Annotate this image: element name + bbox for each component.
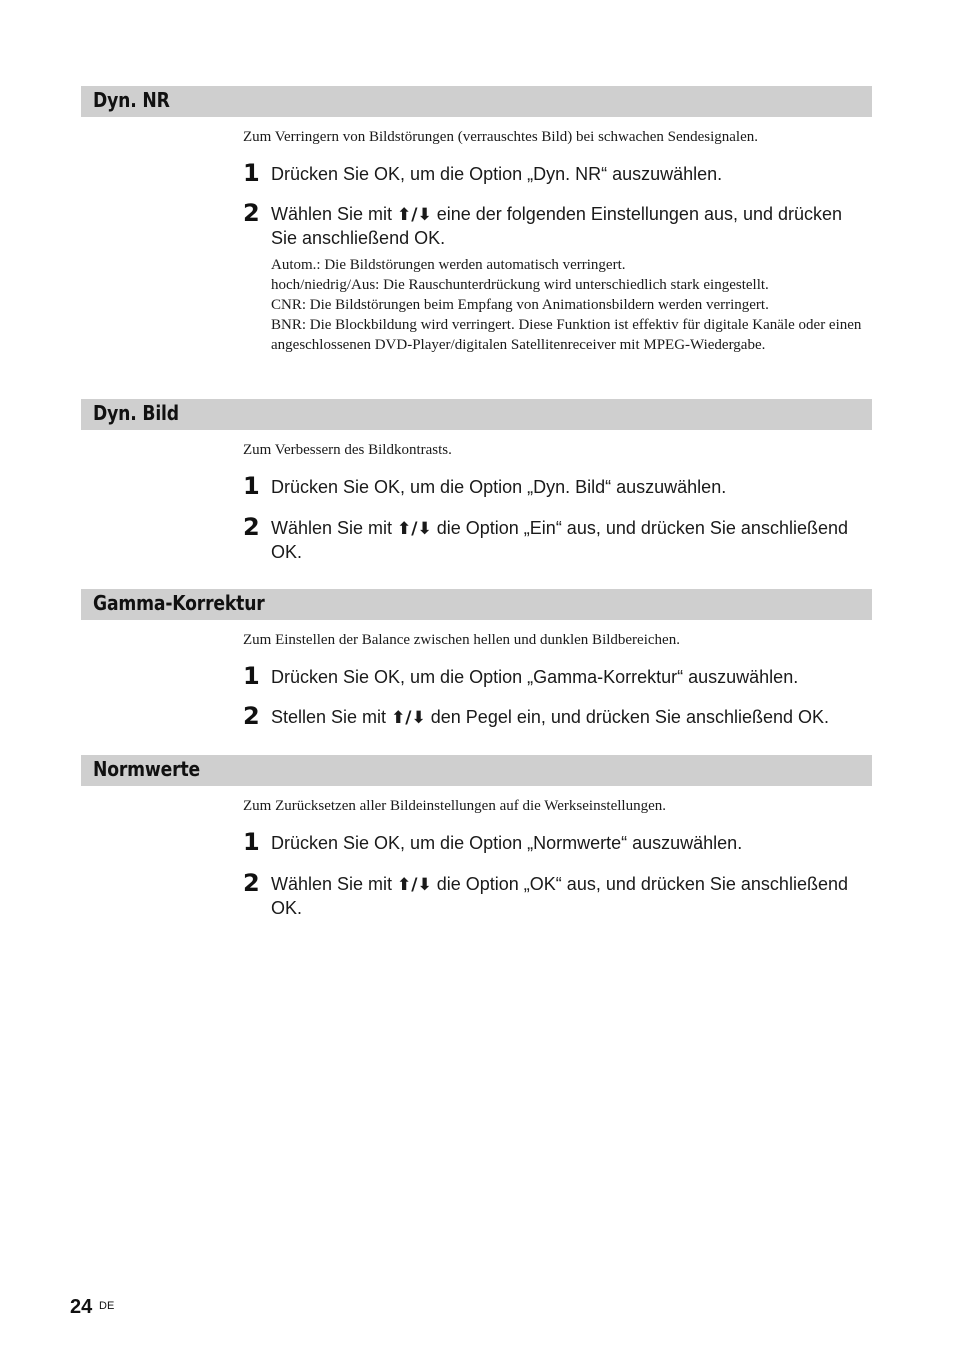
section-header-normwerte (81, 755, 872, 786)
step-text-part: Wählen Sie mit (271, 518, 398, 538)
step-number: 2 (243, 513, 260, 541)
step-text-part: Drücken Sie OK, um die Option „Normwerte“ auszuwählen. (271, 833, 743, 853)
option-detail-autom: Autom.: Die Bildstörungen werden automatisch verringert. (271, 257, 626, 273)
section-header-dyn-nr (81, 86, 872, 117)
step-text-part: Drücken Sie OK, um die Option „Gamma-Korrektur“ auszuwählen. (271, 667, 799, 687)
step-text-part: Stellen Sie mit (271, 707, 392, 727)
up-down-arrow-icon: ⬆/⬇ (397, 519, 432, 539)
option-detail-cnr: CNR: Die Bildstörungen beim Empfang von Animationsbildern werden verringert. (271, 297, 769, 313)
step-text-part: Drücken Sie OK, um die Option „Dyn. NR“ auszuwählen. (271, 164, 723, 184)
step-text (271, 163, 871, 186)
step-number: 1 (243, 159, 260, 187)
step-text (271, 203, 871, 250)
step-number: 1 (243, 472, 260, 500)
step-text-part: Wählen Sie mit (271, 204, 398, 224)
up-down-arrow-icon: ⬆/⬇ (397, 205, 432, 225)
section-title: Gamma-Korrektur (93, 591, 265, 615)
step-text-part: Drücken Sie OK, um die Option „Dyn. Bild“ auszuwählen. (271, 477, 727, 497)
step-text-part: Wählen Sie mit (271, 874, 398, 894)
step-number: 2 (243, 702, 260, 730)
page-language: DE (99, 1300, 115, 1312)
step-number: 1 (243, 828, 260, 856)
step-text (271, 476, 871, 499)
step-text-part: die Option „OK“ aus, und drücken Sie anschließend OK. (271, 874, 848, 918)
up-down-arrow-icon: ⬆/⬇ (397, 875, 432, 895)
step-text (271, 706, 871, 730)
option-detail-bnr: BNR: Die Blockbildung wird verringert. Diese Funktion ist effektiv für digitale Kanäle oder einen angeschlossenen DVD-Player/digitalen Satellitenreceiver mit MPEG-Wiedergabe. (271, 317, 862, 353)
page-number: 24 (70, 1296, 93, 1318)
section-intro: Zum Einstellen der Balance zwischen hellen und dunklen Bildbereichen. (243, 632, 680, 648)
option-detail-hoch-niedrig-aus: hoch/niedrig/Aus: Die Rauschunterdrückung wird unterschiedlich stark eingestellt. (271, 277, 769, 293)
step-text (271, 873, 871, 920)
section-title: Dyn. Bild (93, 401, 179, 425)
section-title: Normwerte (93, 757, 201, 781)
section-intro: Zum Verbessern des Bildkontrasts. (243, 442, 452, 458)
section-intro: Zum Verringern von Bildstörungen (verrauschtes Bild) bei schwachen Sendesignalen. (243, 129, 759, 145)
step-text-part: die Option „Ein“ aus, und drücken Sie anschließend OK. (271, 518, 848, 562)
step-number: 1 (243, 662, 260, 690)
step-number: 2 (243, 869, 260, 897)
step-text-part: eine der folgenden Einstellungen aus, und drücken Sie anschließend OK. (271, 204, 843, 248)
section-header-dyn-bild (81, 399, 872, 430)
option-details (271, 255, 873, 355)
section-header-gamma-korrektur (81, 589, 872, 620)
step-number: 2 (243, 199, 260, 227)
section-intro: Zum Zurücksetzen aller Bildeinstellungen auf die Werkseinstellungen. (243, 798, 666, 814)
step-text-part: den Pegel ein, und drücken Sie anschließend OK. (425, 707, 830, 727)
step-text (271, 517, 871, 564)
step-text (271, 666, 871, 689)
step-text (271, 832, 871, 855)
up-down-arrow-icon: ⬆/⬇ (391, 708, 426, 728)
section-title: Dyn. NR (93, 88, 170, 112)
